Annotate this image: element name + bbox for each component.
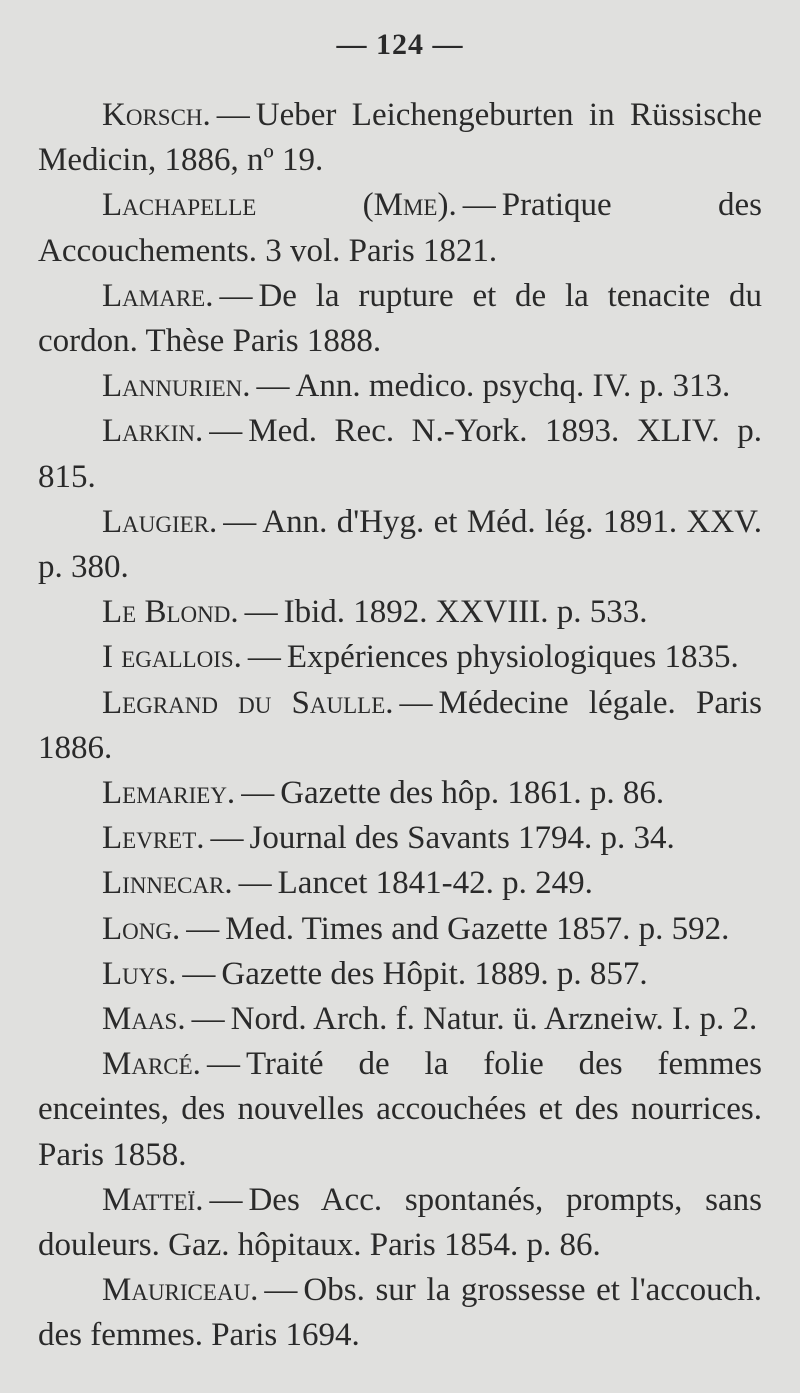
entry-text: Lancet 1841-42. p. 249. [277,865,593,902]
entry-text: Med. Rec. N.-York. 1893. XLIV. p. 815. [38,413,762,495]
entry-text: Obs. sur la grossesse et l'accouch. des femmes. Paris 1694. [38,1272,762,1354]
entry-author: Korsch. [102,97,211,133]
entry-author: Matteï. [102,1181,204,1218]
entry-text: Ann. medico. psychq. IV. p. 313. [295,368,731,405]
entry-text: De la rupture et de la tenacite du cordon. Thèse Paris 1888. [38,277,762,360]
bibliography-entry: Korsch. — Ueber Leichengeburten in Rüssische Medicin, 1886, nº 19. [38,97,762,179]
bibliography-entry: Maas. — Nord. Arch. f. Natur. ü. Arzneiw. I. p. 2. [102,1001,758,1038]
entry-author: Lemariey. [102,775,236,812]
entry-text: Pratique des Accouchements. 3 vol. Paris 1821. [38,187,763,269]
bibliography-entry: Lemariey. — Gazette des hôp. 1861. p. 86. [102,775,665,812]
bibliography-entry: Lamare. — De la rupture et de la tenacite du cordon. Thèse Paris 1888. [38,277,762,360]
bibliography-entry: Lannurien. — Ann. medico. psychq. IV. p. 313. [102,368,731,405]
page-number: — 124 — [336,28,464,61]
bibliography-entry: Long. — Med. Times and Gazette 1857. p. 592. [102,910,730,947]
entry-author: Luys. [102,955,177,992]
entry-author: Lamare. [102,277,214,314]
entry-text: Ibid. 1892. XXVIII. p. 533. [283,594,648,631]
bibliography-list [38,93,762,1359]
bibliography-entry: Matteï. — Des Acc. spontanés, prompts, sans douleurs. Gaz. hôpitaux. Paris 1854. p. 86. [38,1181,762,1264]
entry-author: Le Blond. [102,594,239,631]
entry-author: Larkin. [102,413,204,450]
bibliography-entry: Mauriceau. — Obs. sur la grossesse et l'accouch. des femmes. Paris 1694. [38,1272,762,1354]
bibliography-entry: Legrand du Saulle. — Médecine légale. Paris 1886. [38,684,762,766]
bibliography-entry: Lachapelle (Mme). — Pratique des Accouchements. 3 vol. Paris 1821. [38,187,763,269]
entry-author: Maas. [102,1001,186,1038]
entry-author: Legrand du Saulle. [102,684,394,721]
entry-text: Nord. Arch. f. Natur. ü. Arzneiw. I. p. 2. [230,1001,758,1038]
entry-author: Long. [102,910,181,947]
entry-text: Ann. d'Hyg. et Méd. lég. 1891. XXV. p. 380. [38,503,762,586]
entry-author: Levret. [102,820,205,857]
entry-author: Laugier. [102,503,218,540]
bibliography-entry: Levret. — Journal des Savants 1794. p. 34. [102,820,675,857]
entry-author: Linnecar. [102,865,233,902]
entry-author: I egallois. [102,639,242,676]
bibliography-entry: Laugier. — Ann. d'Hyg. et Méd. lég. 1891. XXV. p. 380. [38,503,762,586]
entry-text: Journal des Savants 1794. p. 34. [249,820,675,857]
bibliography-entry: Linnecar. — Lancet 1841-42. p. 249. [102,865,593,902]
entry-author: Marcé. [102,1046,201,1083]
entry-text: Gazette des hôp. 1861. p. 86. [280,775,665,812]
entry-text: Médecine légale. Paris 1886. [38,684,762,766]
bibliography-entry: Le Blond. — Ibid. 1892. XXVIII. p. 533. [102,594,648,631]
entry-author: Lannurien. [102,368,251,405]
entry-author: Lachapelle (Mme). [102,187,457,224]
entry-text: Des Acc. spontanés, prompts, sans douleurs. Gaz. hôpitaux. Paris 1854. p. 86. [38,1181,762,1264]
bibliography-entry: Marcé. — Traité de la folie des femmes enceintes, des nouvelles accouchées et des nourrices. Paris 1858. [38,1046,762,1173]
entry-text: Gazette des Hôpit. 1889. p. 857. [221,955,648,992]
entry-author: Mauriceau. [102,1272,259,1309]
bibliography-entry: I egallois. — Expériences physiologiques 1835. [102,639,739,676]
entry-text: Ueber Leichengeburten in Rüssische Medicin, 1886, nº 19. [38,97,762,179]
entry-text: Expériences physiologiques 1835. [286,639,739,676]
bibliography-entry: Luys. — Gazette des Hôpit. 1889. p. 857. [102,955,648,992]
entry-text: Med. Times and Gazette 1857. p. 592. [225,910,730,947]
bibliography-entry: Larkin. — Med. Rec. N.-York. 1893. XLIV. p. 815. [38,413,762,495]
entry-text: Traité de la folie des femmes enceintes, des nouvelles accouchées et des nourrices. Paris 1858. [38,1046,762,1173]
